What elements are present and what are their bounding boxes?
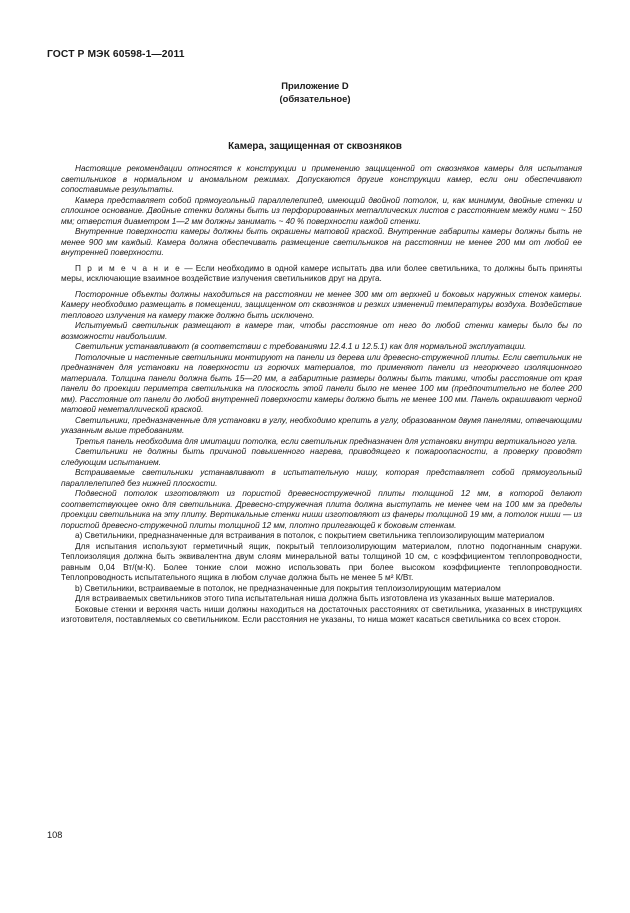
paragraph: Встраиваемые светильники устанавливают в испытательную нишу, которая представляет собой прямоугольный параллелепипед без нижней плоскости.: [61, 468, 582, 488]
paragraph: Потолочные и настенные светильники монтируют на панели из дерева или древесно-стружечной плиты. Если светильник не предназначен для установки на поверхности из горючих материалов, то применяют панели из негорючего изоляционного материала. Толщина панели должна быть 15—20 мм, а габаритные размеры должны быть такими, чтобы расстояние от края панели до проекции периметра светильника на плоскость этой панели было не менее 100 мм (предпочтительно не более 200 мм). Расстояние от панели до любой внутренней поверхности камеры должно быть не менее 100 мм. Панель окрашивают черной матовой неметаллической краской.: [61, 352, 582, 414]
paragraph: Камера представляет собой прямоугольный параллелепипед, имеющий двойной потолок, и, как минимум, двойные стенки и сплошное основание. Двойные стенки должны быть из перфорированных металлических листов с расстоянием между ними ~ 150 мм; отверстия диаметром 1—2 мм должны занимать ~ 40 % поверхности каждой стенки.: [61, 195, 582, 226]
standard-header: ГОСТ Р МЭК 60598-1—2011: [47, 49, 185, 60]
page-number: 108: [47, 830, 63, 840]
paragraph: Светильник устанавливают (в соответствии с требованиями 12.4.1 и 12.5.1) как для нормальной эксплуатации.: [75, 342, 527, 351]
paragraph: Испытуемый светильник размещают в камере так, чтобы расстояние от него до любой стенки камеры было бы по возможности наибольшим.: [61, 321, 582, 341]
annex-status: (обязательное): [279, 92, 351, 104]
annex-heading: [0, 80, 630, 105]
annex-name: Приложение D: [281, 80, 349, 91]
paragraph: Внутренние поверхности камеры должны быть окрашены матовой краской. Внутренние габариты камеры должны быть не менее 900 мм каждый. Камера должна обеспечивать размещение светильников на расстоянии не менее 200 мм от любой ее внутренней поверхности.: [61, 227, 582, 257]
paragraph: Светильники не должны быть причиной повышенного нагрева, приводящего к пожароопасности, а проверку проводят следующим испытанием.: [61, 447, 582, 467]
note-label: П р и м е ч а н и е: [75, 263, 182, 273]
note-paragraph: [61, 264, 582, 285]
paragraph: Третья панель необходима для имитации потолка, если светильник предназначен для установки внутри вертикального угла.: [75, 436, 578, 446]
note-text: — Если необходимо в одной камере испытать два или более светильника, то должны быть приняты меры, исключающие взаимное воздействие излучения светильников друг на друга.: [61, 263, 582, 283]
section-title: Камера, защищенная от сквозняков: [228, 141, 402, 152]
paragraph: Для встраиваемых светильников этого типа испытательная ниша должна быть изготовлена из указанных выше материалов.: [75, 594, 555, 603]
paragraph: Настоящие рекомендации относятся к конструкции и применению защищенной от сквозняков камеры для испытания светильников в нормальном и аномальном режимах. Допускаются другие конструкции камер, если они обеспечивают сопоставимые результаты.: [61, 164, 582, 194]
paragraph: Боковые стенки и верхняя часть ниши должны находиться на достаточных расстояниях от светильника, указанных в инструкциях изготовителя, поставляемых со светильником. Если расстояния не указаны, то ниша может касаться светильника со всех сторон.: [61, 604, 582, 624]
list-item-a: a) Светильники, предназначенные для встраивания в потолок, с покрытием светильника теплоизолирующим материалом: [75, 531, 545, 540]
paragraph: Подвесной потолок изготовляют из пористой древесностружечной плиты толщиной 12 мм, в которой делают соответствующее окно для светильника. Древесно-стружечная плита должна выступать не менее чем на 100 мм за пределы проекции светильника на эту плиту. Вертикальные стенки ниши изготовляют из фанеры толщиной 19 мм, а потолок ниши — из пористой древесно-стружечной плиты толщиной 12 мм, плотно прилегающей к боковым стенкам.: [61, 489, 582, 530]
paragraph: Светильники, предназначенные для установки в углу, необходимо крепить в углу, образованном двумя панелями, отвечающими указанным выше требованиям.: [61, 415, 582, 435]
paragraph: Посторонние объекты должны находиться на расстоянии не менее 300 мм от верхней и боковых наружных стенок камеры. Камеру необходимо размещать в помещении, защищенном от сквозняков и резких изменений температуры воздуха. Воздействие теплового излучения на камеру также должно быть исключено.: [61, 289, 582, 320]
paragraph: Для испытания используют герметичный ящик, покрытый теплоизолирующим материалом, плотно подогнанным снаружи. Теплоизоляция должна быть эквивалентна двум слоям минеральной ваты толщиной 10 см, с коэффициентом теплопроводности, равным 0,04 Вт/(м·К). Более тонкие слои можно использовать при более высоком коэффициенте теплопроводности. Теплопроводность испытательного ящика в любом случае должна быть не менее 5 м² К/Вт.: [61, 541, 582, 582]
body-text: [61, 164, 582, 626]
list-item-b: b) Светильники, встраиваемые в потолок, не предназначенные для покрытия теплоизолирующим материалом: [75, 583, 501, 593]
